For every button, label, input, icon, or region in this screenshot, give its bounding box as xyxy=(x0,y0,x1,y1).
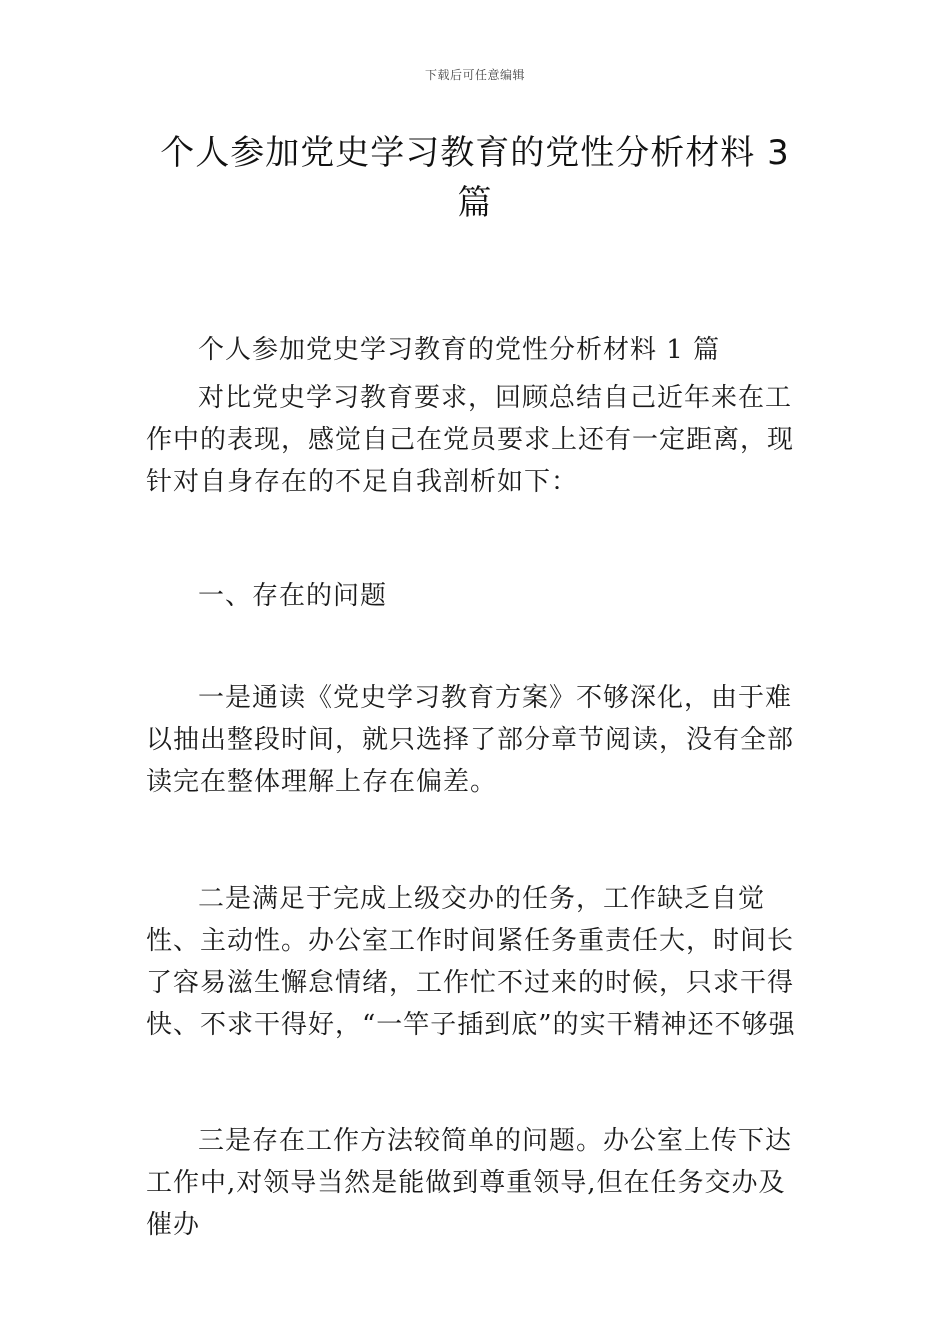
problem-point-3-text: 三是存在工作方法较简单的问题。办公室上传下达工作中,对领导当然是能做到尊重领导,但在任务交办及催办 xyxy=(146,1126,793,1240)
sub-title-paragraph xyxy=(146,329,806,371)
problem-point-2 xyxy=(146,878,806,1046)
section-heading-text: 一、存在的问题 xyxy=(198,581,388,611)
intro-text: 对比党史学习教育要求，回顾总结自己近年来在工作中的表现，感觉自己在党员要求上还有一定距离，现针对自身存在的不足自我剖析如下： xyxy=(146,383,795,497)
section-heading xyxy=(146,575,806,617)
intro-paragraph xyxy=(146,377,806,503)
problem-point-1-text: 一是通读《党史学习教育方案》不够深化，由于难以抽出整段时间，就只选择了部分章节阅读，没有全部读完在整体理解上存在偏差。 xyxy=(146,683,795,797)
problem-point-1 xyxy=(146,677,806,803)
problem-point-2-text: 二是满足于完成上级交办的任务，工作缺乏自觉性、主动性。办公室工作时间紧任务重责任大，时间长了容易滋生懈怠情绪，工作忙不过来的时候，只求干得快、不求干得好，“一竿子插到底”的实干精神还不够强 xyxy=(146,884,796,1040)
header-note: 下载后可任意编辑 xyxy=(424,68,525,82)
sub-title-text: 个人参加党史学习教育的党性分析材料 1 篇 xyxy=(198,335,721,365)
document-title: 个人参加党史学习教育的党性分析材料 3 篇 xyxy=(160,133,790,223)
problem-point-3 xyxy=(146,1120,806,1246)
